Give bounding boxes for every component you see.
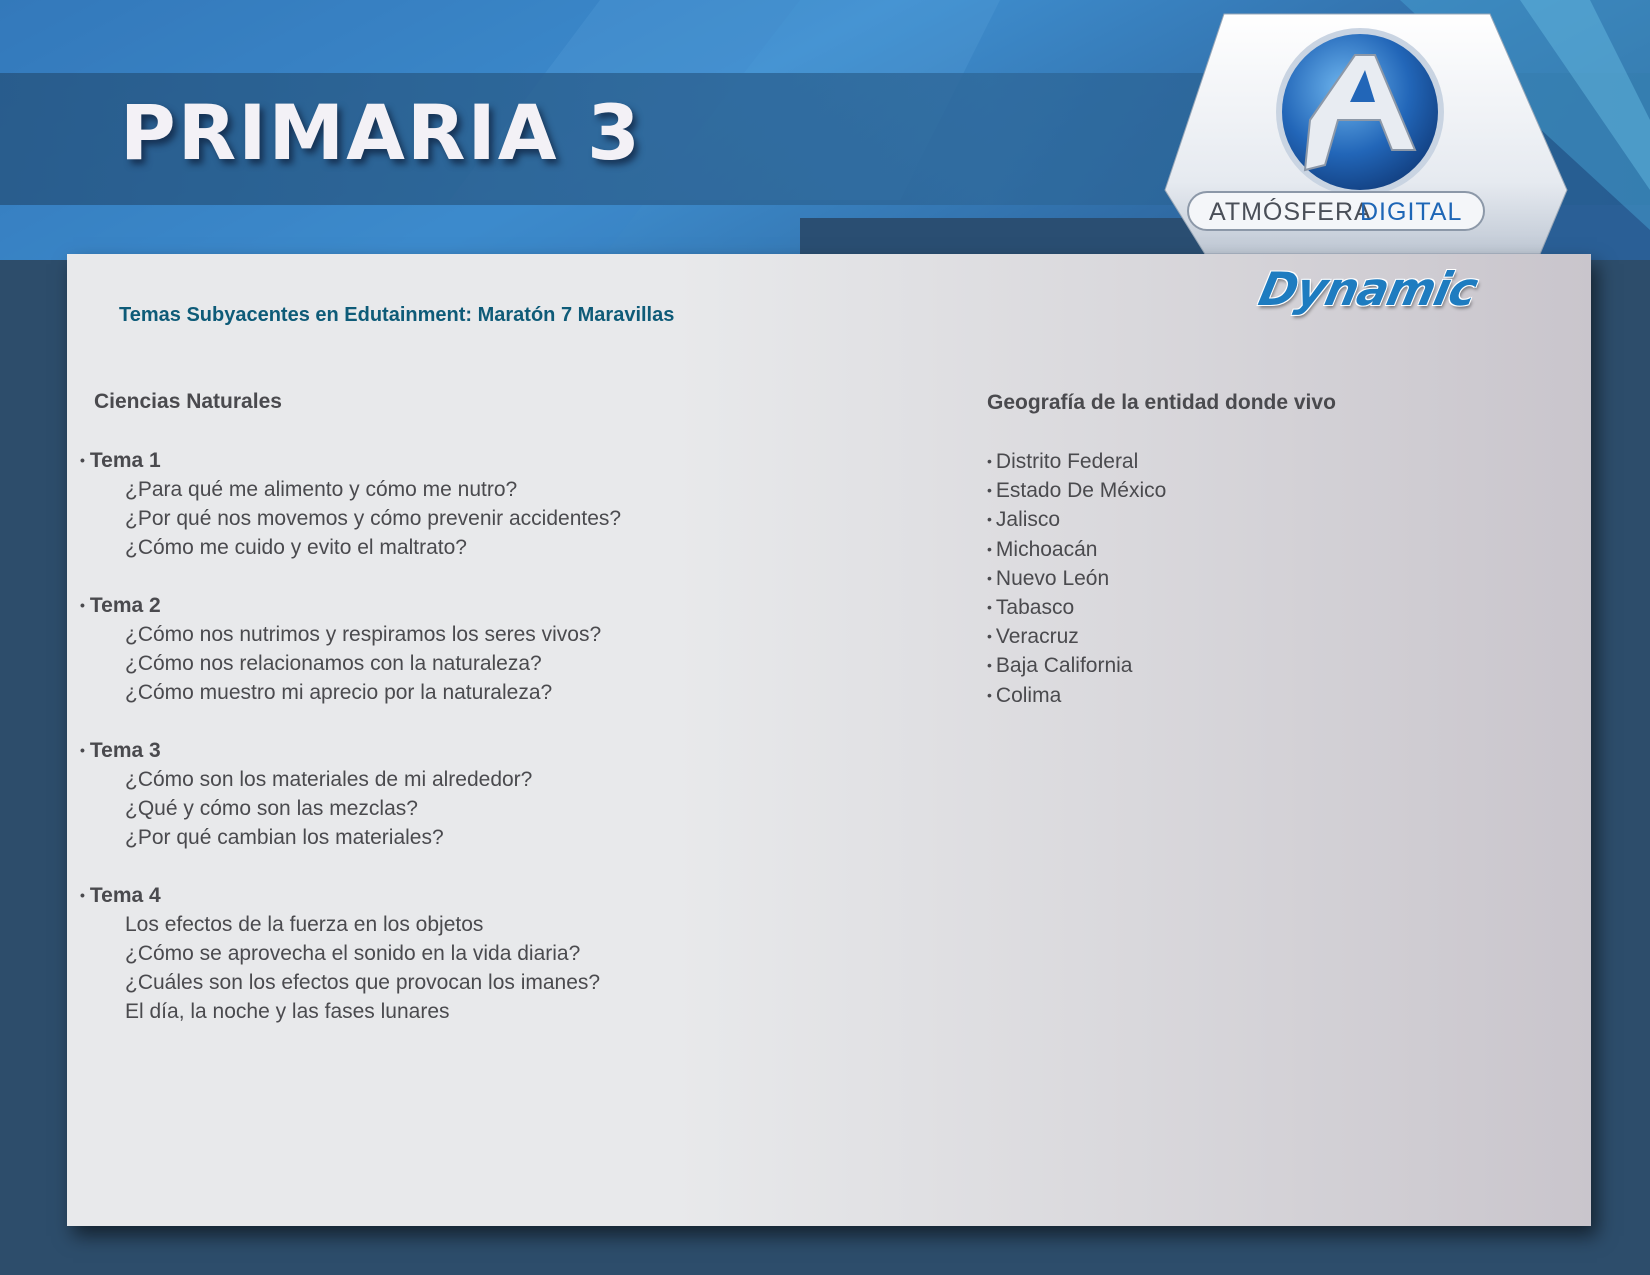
topic-question: Los efectos de la fuerza en los objetos bbox=[125, 913, 484, 936]
topic-question: ¿Por qué cambian los materiales? bbox=[125, 826, 444, 849]
page-title: PRIMARIA 3 bbox=[120, 88, 642, 177]
topic-question: ¿Qué y cómo son las mezclas? bbox=[125, 797, 418, 820]
topic-question: ¿Cómo muestro mi aprecio por la naturaleza? bbox=[125, 681, 553, 704]
topic-question: ¿Cómo me cuido y evito el maltrato? bbox=[125, 536, 467, 559]
list-item: • Michoacán bbox=[987, 537, 1098, 561]
list-item: • Tabasco bbox=[987, 595, 1075, 619]
list-item: • Estado De México bbox=[987, 479, 1167, 503]
list-item: • Colima bbox=[987, 683, 1062, 707]
topic-question: ¿Por qué nos movemos y cómo prevenir accidentes? bbox=[125, 507, 622, 530]
topic-question: ¿Cómo son los materiales de mi alrededor? bbox=[125, 768, 533, 791]
topic-title: • Tema 4 bbox=[80, 884, 161, 907]
ciencias-topic-list bbox=[80, 446, 780, 1055]
topic-title: • Tema 1 bbox=[80, 449, 161, 472]
topic-question: ¿Cuáles son los efectos que provocan los imanes? bbox=[125, 971, 601, 994]
ciencias-heading: Ciencias Naturales bbox=[94, 390, 282, 413]
list-item: • Veracruz bbox=[987, 625, 1079, 649]
geografia-state-list bbox=[987, 447, 1166, 710]
list-item: • Baja California bbox=[987, 654, 1133, 678]
geografia-heading: Geografía de la entidad donde vivo bbox=[987, 391, 1336, 414]
subtitle: Temas Subyacentes en Edutainment: Maratón 7 Maravillas bbox=[119, 304, 675, 326]
topic-question: ¿Cómo se aprovecha el sonido en la vida diaria? bbox=[125, 942, 581, 965]
topic-question: ¿Para qué me alimento y cómo me nutro? bbox=[125, 478, 518, 501]
list-item: • Jalisco bbox=[987, 508, 1061, 532]
topic bbox=[80, 881, 780, 1026]
topic-question: El día, la noche y las fases lunares bbox=[125, 1000, 450, 1023]
svg-text:DIGITAL: DIGITAL bbox=[1360, 198, 1463, 226]
topic-title: • Tema 3 bbox=[80, 739, 161, 762]
topic-title: • Tema 2 bbox=[80, 594, 161, 617]
topic bbox=[80, 591, 780, 707]
topic bbox=[80, 736, 780, 852]
topic-question: ¿Cómo nos relacionamos con la naturaleza? bbox=[125, 652, 542, 675]
atmosfera-digital-logo bbox=[1160, 0, 1580, 254]
topic bbox=[80, 446, 780, 562]
svg-text:ATMÓSFERA: ATMÓSFERA bbox=[1209, 198, 1372, 226]
dynamic-logo: Dynamic bbox=[1254, 262, 1482, 316]
list-item: • Distrito Federal bbox=[987, 450, 1139, 473]
topic-question: ¿Cómo nos nutrimos y respiramos los seres vivos? bbox=[125, 623, 602, 646]
list-item: • Nuevo León bbox=[987, 566, 1110, 590]
